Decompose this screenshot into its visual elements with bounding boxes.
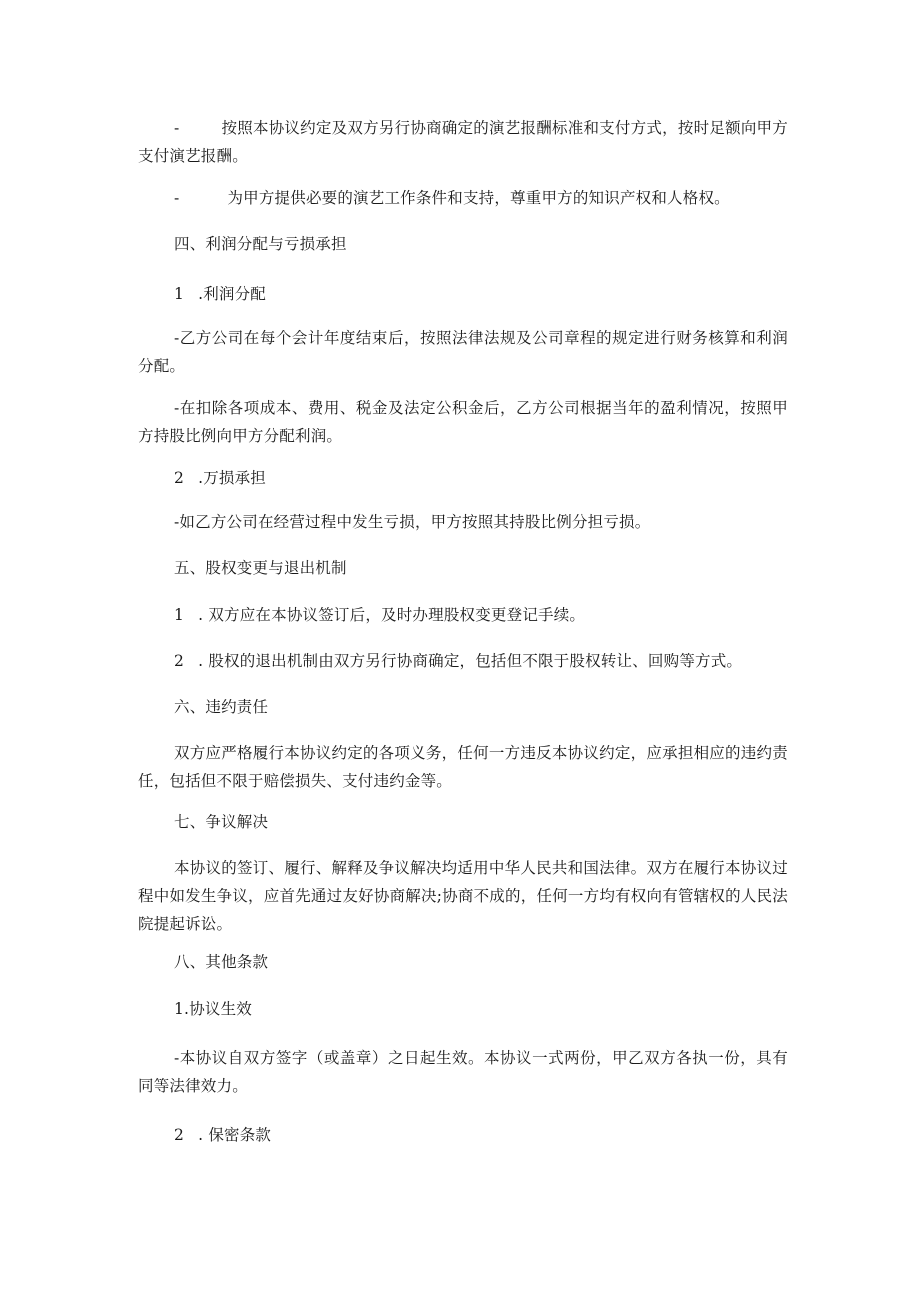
subheading-confidentiality <box>138 1121 788 1149</box>
item-text: . 双方应在本协议签订后，及时办理股权变更登记手续。 <box>198 606 586 624</box>
paragraph-liability: 双方应严格履行本协议约定的各项义务，任何一方违反本协议约定，应承担相应的违约责任，包括但不限于赔偿损失、支付违约金等。 <box>138 744 788 790</box>
paragraph-text: 为甲方提供必要的演艺工作条件和支持，尊重甲方的知识产权和人格权。 <box>227 189 730 207</box>
section-heading-4: 四、利润分配与亏损承担 <box>174 235 347 253</box>
item-number: 1 <box>174 285 185 303</box>
paragraph-dispute: 本协议的签订、履行、解释及争议解决均适用中华人民共和国法律。双方在履行本协议过程中如发生争议，应首先通过友好协商解决;协商不成的，任何一方均有权向有管辖权的人民法院提起诉讼。 <box>138 859 788 933</box>
section-heading-8: 八、其他条款 <box>174 953 269 971</box>
paragraph-loss: -如乙方公司在经营过程中发生亏损，甲方按照其持股比例分担亏损。 <box>174 513 651 531</box>
section-heading-7: 七、争议解决 <box>174 813 269 831</box>
paragraph-remuneration <box>138 114 788 170</box>
paragraph-accounting: -乙方公司在每个会计年度结束后，按照法律法规及公司章程的规定进行财务核算和利润分配。 <box>138 329 788 375</box>
item-title: .万损承担 <box>198 469 266 487</box>
item-number: 2 <box>174 469 185 487</box>
section-heading-5: 五、股权变更与退出机制 <box>174 559 347 577</box>
paragraph-support <box>138 184 788 212</box>
item-number: 2 <box>174 1126 185 1144</box>
paragraph-equity-registration <box>138 601 788 629</box>
item-number: 2 <box>174 652 185 670</box>
subheading-profit-distribution <box>138 280 788 308</box>
paragraph-effectiveness: -本协议自双方签字（或盖章）之日起生效。本协议一式两份，甲乙双方各执一份，具有同等法律效力。 <box>138 1049 788 1095</box>
paragraph-profit-share: -在扣除各项成本、费用、税金及法定公积金后，乙方公司根据当年的盈利情况，按照甲方持股比例向甲方分配利润。 <box>138 399 788 445</box>
item-title: .利润分配 <box>198 285 266 303</box>
dash-marker: - <box>174 189 180 207</box>
subheading-effectiveness: 1.协议生效 <box>174 1000 252 1018</box>
item-title: . 保密条款 <box>198 1126 272 1144</box>
section-heading-6: 六、违约责任 <box>174 698 269 716</box>
item-text: . 股权的退出机制由双方另行协商确定，包括但不限于股权转让、回购等方式。 <box>198 652 743 670</box>
item-number: 1 <box>174 606 185 624</box>
subheading-loss-bearing <box>138 464 788 492</box>
paragraph-text: 按照本协议约定及双方另行协商确定的演艺报酬标准和支付方式，按时足额向甲方支付演艺报酬。 <box>138 119 788 165</box>
paragraph-exit-mechanism <box>138 647 788 675</box>
dash-marker: - <box>174 119 180 137</box>
